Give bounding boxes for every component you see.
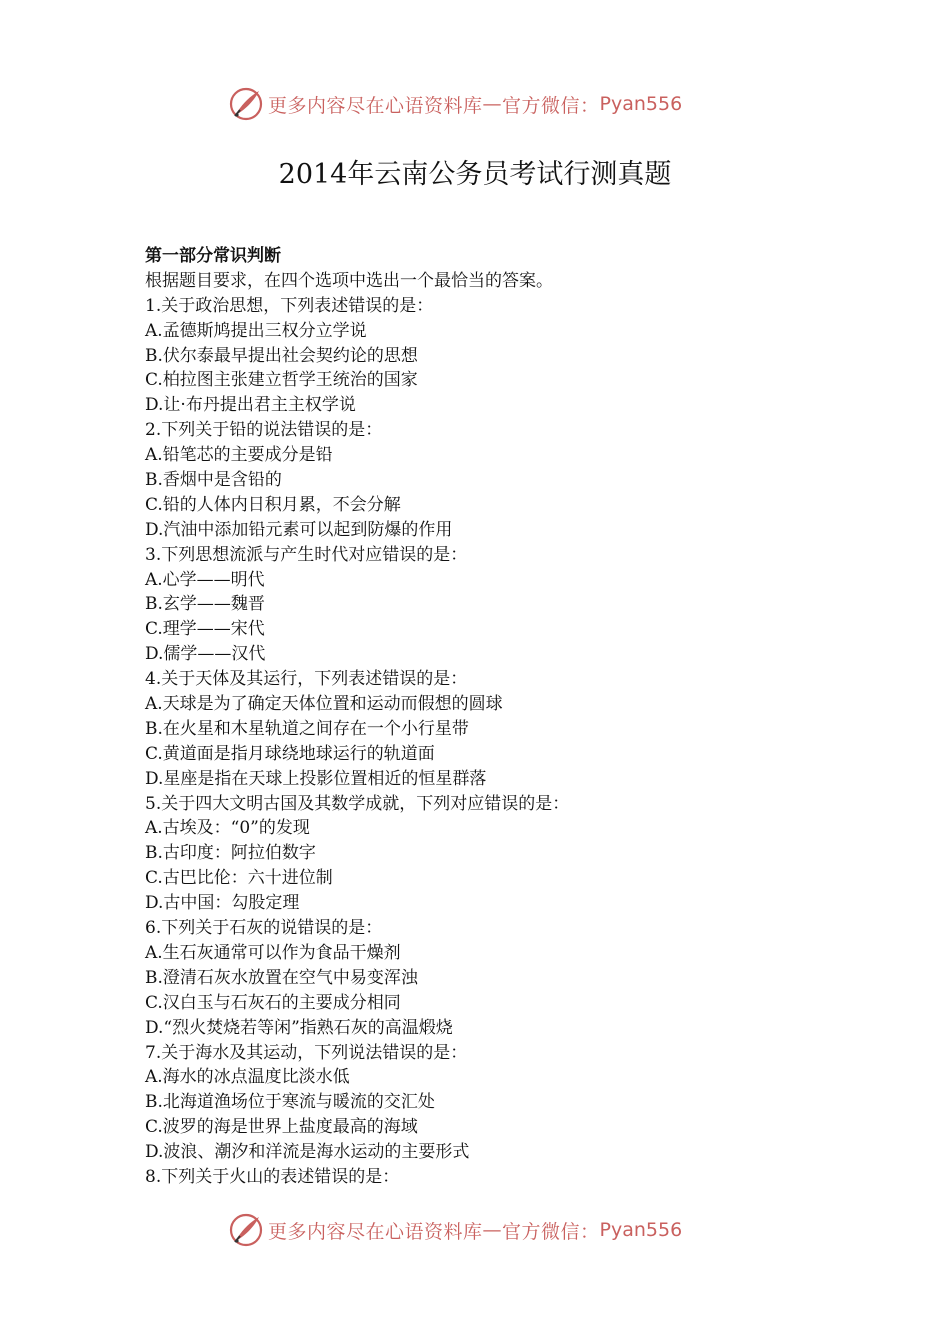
banner-wechat-id: Pyan556 (599, 1219, 683, 1241)
option-line: C.波罗的海是世界上盐度最高的海域 (145, 1117, 418, 1138)
question-line: 1.关于政治思想，下列表述错误的是： (145, 295, 434, 316)
option-line: C.理学——宋代 (145, 619, 265, 640)
option-line: B.香烟中是含铅的 (145, 470, 282, 491)
section-title: 第一部分常识判断 (145, 246, 281, 266)
quill-pen-logo-icon (228, 1212, 264, 1248)
option-line: B.澄清石灰水放置在空气中易变浑浊 (145, 967, 418, 988)
question-line: 5.关于四大文明古国及其数学成就，下列对应错误的是： (145, 793, 570, 814)
option-line: D.儒学——汉代 (145, 644, 266, 665)
banner-text: 更多内容尽在心语资料库 (268, 94, 483, 117)
option-line: C.铅的人体内日积月累，不会分解 (145, 494, 401, 515)
option-line: D.汽油中添加铅元素可以起到防爆的作用 (145, 519, 453, 540)
option-line: A.天球是为了确定天体位置和运动而假想的圆球 (145, 694, 503, 715)
option-line: B.伏尔泰最早提出社会契约论的思想 (145, 345, 418, 366)
option-line: A.海水的冰点温度比淡水低 (145, 1067, 350, 1088)
option-line: B.在火星和木星轨道之间存在一个小行星带 (145, 718, 469, 739)
header-banner (228, 86, 728, 122)
instruction-text: 根据题目要求，在四个选项中选出一个最恰当的答案。 (145, 270, 553, 291)
banner-text: 更多内容尽在心语资料库 (268, 1220, 483, 1243)
option-line: D.星座是指在天球上投影位置相近的恒星群落 (145, 768, 487, 789)
option-line: B.北海道渔场位于寒流与暖流的交汇处 (145, 1092, 435, 1113)
document-body (145, 244, 845, 1190)
banner-official-label: 官方微信： (502, 94, 600, 117)
banner-dash: — (482, 1219, 503, 1241)
question-line: 3.下列思想流派与产生时代对应错误的是： (145, 544, 468, 565)
option-line: A.心学——明代 (145, 569, 265, 590)
question-line: 4.关于天体及其运行，下列表述错误的是： (145, 669, 468, 690)
banner-wechat-id: Pyan556 (599, 93, 683, 115)
option-line: B.玄学——魏晋 (145, 594, 265, 615)
banner-dash: — (482, 93, 503, 115)
option-line: A.生石灰通常可以作为食品干燥剂 (145, 942, 401, 963)
option-line: D.波浪、潮汐和洋流是海水运动的主要形式 (145, 1142, 470, 1163)
question-line: 6.下列关于石灰的说错误的是： (145, 918, 383, 939)
question-line: 8.下列关于火山的表述错误的是： (145, 1166, 400, 1187)
option-line: D.古中国：勾股定理 (145, 893, 300, 914)
option-line: A.古埃及：“0”的发现 (145, 818, 310, 839)
option-line: A.孟德斯鸠提出三权分立学说 (145, 320, 367, 341)
page-title: 2014年云南公务员考试行测真题 (278, 159, 672, 190)
question-line: 2.下列关于铅的说法错误的是： (145, 420, 383, 441)
option-line: D.让·布丹提出君主主权学说 (145, 395, 356, 416)
option-line: C.黄道面是指月球绕地球运行的轨道面 (145, 743, 435, 764)
option-line: C.汉白玉与石灰石的主要成分相同 (145, 992, 401, 1013)
banner-official-label: 官方微信： (502, 1220, 600, 1243)
quill-pen-logo-icon (228, 86, 264, 122)
option-line: B.古印度：阿拉伯数字 (145, 843, 316, 864)
question-list (145, 294, 845, 1190)
option-line: C.柏拉图主张建立哲学王统治的国家 (145, 370, 418, 391)
option-line: A.铅笔芯的主要成分是铅 (145, 445, 333, 466)
option-line: D.“烈火焚烧若等闲”指熟石灰的高温煅烧 (145, 1017, 453, 1038)
question-line: 7.关于海水及其运动，下列说法错误的是： (145, 1042, 468, 1063)
option-line: C.古巴比伦：六十进位制 (145, 868, 333, 889)
footer-banner (228, 1212, 728, 1248)
